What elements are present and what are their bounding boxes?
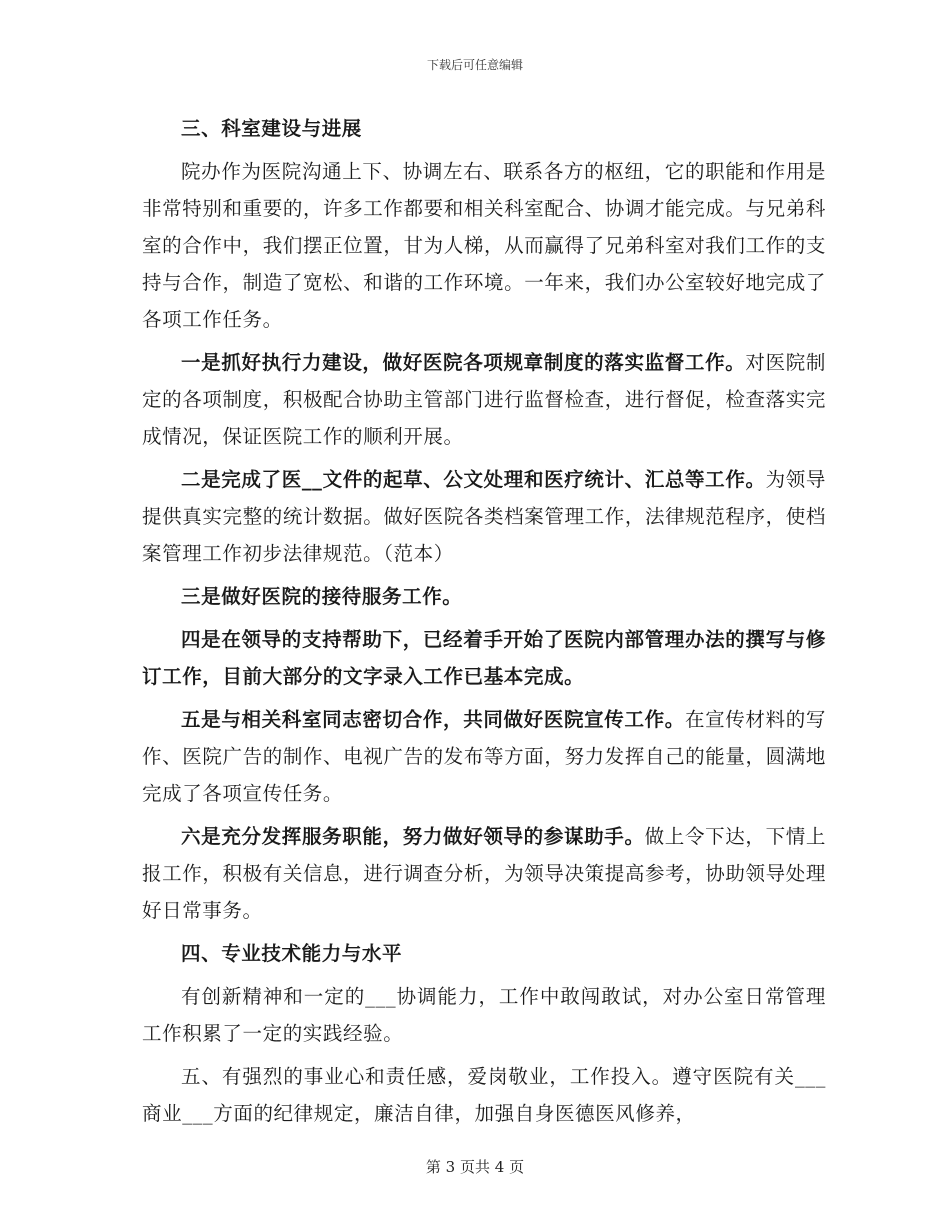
para-text: 在宣传材料的写作、医院广告的制作、电视广告的发布等方面，努力发挥自己的能量，圆满地完成了各项宣传任务。 [142, 708, 826, 805]
para-text: 做上令下达，下情上报工作，积极有关信息，进行调查分析，为领导决策提高参考，协助领导处理好日常事务。 [142, 825, 826, 922]
para-bold-text: 三是做好医院的接待服务工作。 [181, 585, 463, 608]
paragraph-item-3 [142, 578, 826, 615]
para-text: 五、有强烈的事业心和责任感，爱岗敬业，工作投入。遵守医院有关___商业___方面的纪律规定，廉洁自律，加强自身医德医风修养， [142, 1065, 826, 1125]
section-heading-3 [142, 110, 826, 147]
paragraph-item-1 [142, 344, 826, 455]
paragraph-item-2 [142, 461, 826, 572]
paragraph-item-6 [142, 818, 826, 929]
para-text: 院办作为医院沟通上下、协调左右、联系各方的枢纽，它的职能和作用是非常特别和重要的，许多工作都要和相关科室配合、协调才能完成。与兄弟科室的合作中，我们摆正位置，甘为人梯，从而赢得了兄弟科室对我们工作的支持与合作，制造了宽松、和谐的工作环境。一年来，我们办公室较好地完成了各项工作任务。 [142, 160, 826, 331]
page-header: 下载后可任意编辑 [426, 58, 523, 72]
para-bold-text: 二是完成了医__文件的起草、公文处理和医疗统计、汇总等工作。 [181, 468, 766, 491]
page-number: 第 3 页共 4 页 [425, 1158, 525, 1176]
para-text: 对医院制定的各项制度，积极配合协助主管部门进行监督检查，进行督促，检查落实完成情况，保证医院工作的顺利开展。 [142, 351, 826, 448]
para-bold-text: 五是与相关科室同志密切合作，共同做好医院宣传工作。 [181, 708, 685, 731]
para-bold-text: 一是抓好执行力建设，做好医院各项规章制度的落实监督工作。 [181, 351, 746, 374]
paragraph-section-5 [142, 1058, 826, 1132]
para-bold-text: 六是充分发挥服务职能，努力做好领导的参谋助手。 [181, 825, 645, 848]
section-heading-4 [142, 935, 826, 972]
para-bold-text: 四、专业技术能力与水平 [181, 942, 403, 965]
document-body [142, 110, 826, 1138]
para-bold-text: 四是在领导的支持帮助下，已经着手开始了医院内部管理办法的撰写与修订工作，目前大部分的文字录入工作已基本完成。 [142, 628, 826, 688]
para-text: 有创新精神和一定的___协调能力，工作中敢闯敢试，对办公室日常管理工作积累了一定的实践经验。 [142, 985, 826, 1045]
para-bold-text: 三、科室建设与进展 [181, 117, 362, 140]
paragraph-item-5 [142, 701, 826, 812]
paragraph-intro [142, 153, 826, 338]
para-text: 为领导提供真实完整的统计数据。做好医院各类档案管理工作，法律规范程序，使档案管理工作初步法律规范。（范本） [142, 468, 826, 565]
paragraph-skills [142, 978, 826, 1052]
paragraph-item-4 [142, 621, 826, 695]
